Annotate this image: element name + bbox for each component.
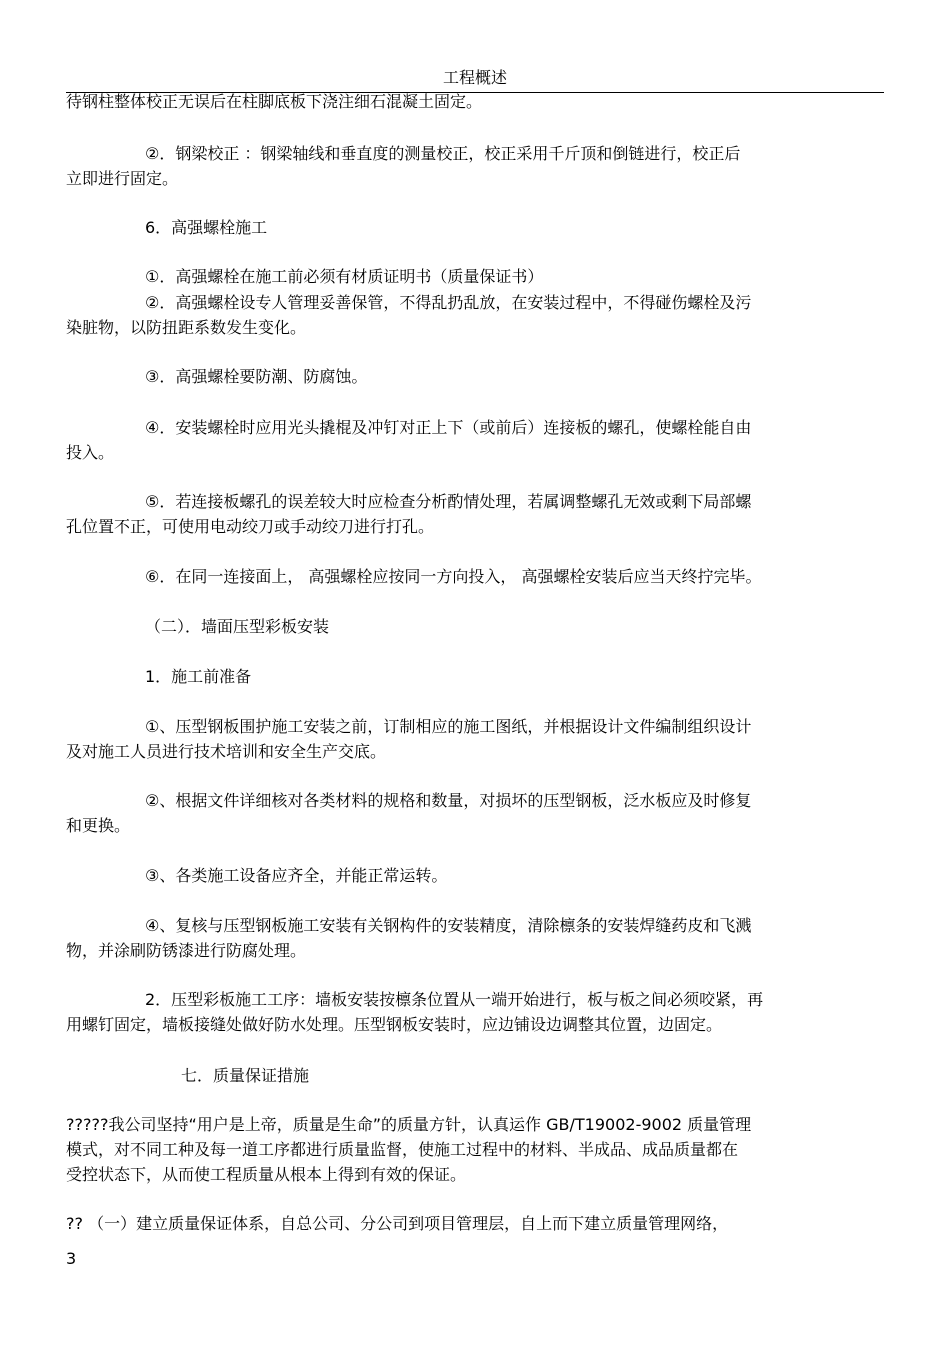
text-line: ⑥．在同一连接面上， 高强螺栓应按同一方向投入， 高强螺栓安装后应当天终拧完毕。 bbox=[145, 567, 762, 586]
text-line: ③．高强螺栓要防潮、防腐蚀。 bbox=[145, 367, 368, 386]
section-heading: 6．高强螺栓施工 bbox=[145, 218, 268, 237]
text-line: 受控状态下，从而使工程质量从根本上得到有效的保证。 bbox=[66, 1165, 467, 1184]
text-line: 用螺钉固定，墙板接缝处做好防水处理。压型钢板安装时，应边铺设边调整其位置，边固定。 bbox=[66, 1015, 723, 1034]
section-heading: 七．质量保证措施 bbox=[181, 1066, 310, 1085]
page-number: 3 bbox=[66, 1249, 77, 1268]
text-line: ②、根据文件详细核对各类材料的规格和数量，对损坏的压型钢板，泛水板应及时修复 bbox=[145, 791, 752, 810]
text-line: 染脏物，以防扭距系数发生变化。 bbox=[66, 318, 307, 337]
text-line: 模式，对不同工种及每一道工序都进行质量监督，使施工过程中的材料、半成品、成品质量都在 bbox=[66, 1140, 739, 1159]
text-line: 立即进行固定。 bbox=[66, 169, 179, 188]
header-title: 工程概述 bbox=[442, 68, 507, 87]
text-line: ④．安装螺栓时应用光头撬棍及冲钉对正上下（或前后）连接板的螺孔，使螺栓能自由 bbox=[145, 418, 752, 437]
text-line: ②．钢梁校正 ：钢梁轴线和垂直度的测量校正，校正采用千斤顶和倒链进行，校正后 bbox=[145, 144, 741, 163]
text-line: ①、压型钢板围护施工安装之前，订制相应的施工图纸，并根据设计文件编制组织设计 bbox=[145, 717, 752, 736]
text-line: 2．压型彩板施工工序：墙板安装按檩条位置从一端开始进行，板与板之间必须咬紧，再 bbox=[145, 990, 764, 1009]
text-line: 物，并涂刷防锈漆进行防腐处理。 bbox=[66, 941, 307, 960]
text-line: ⑤．若连接板螺孔的误差较大时应检查分析酌情处理，若属调整螺孔无效或剩下局部螺 bbox=[145, 492, 752, 511]
section-heading: （二）．墙面压型彩板安装 bbox=[145, 617, 330, 636]
text-line: ③、各类施工设备应齐全，并能正常运转。 bbox=[145, 866, 448, 885]
text-line: 和更换。 bbox=[66, 816, 131, 835]
text-line: ?? （一）建立质量保证体系，自总公司、分公司到项目管理层，自上而下建立质量管理网络， bbox=[66, 1214, 729, 1233]
text-line: ④、复核与压型钢板施工安装有关钢构件的安装精度，清除檩条的安装焊缝药皮和飞溅 bbox=[145, 916, 752, 935]
section-heading: 1．施工前准备 bbox=[145, 667, 252, 686]
text-line: 孔位置不正，可使用电动绞刀或手动绞刀进行打孔。 bbox=[66, 517, 435, 536]
text-line: ?????我公司坚持“用户是上帝，质量是生命”的质量方针，认真运作 GB/T19002-9002 质量管理 bbox=[66, 1115, 752, 1134]
text-line: 投入。 bbox=[66, 443, 115, 462]
text-line: ①．高强螺栓在施工前必须有材质证明书（质量保证书） bbox=[145, 267, 544, 286]
page-header bbox=[66, 66, 884, 93]
text-line: ②．高强螺栓设专人管理妥善保管，不得乱扔乱放，在安装过程中，不得碰伤螺栓及污 bbox=[145, 293, 752, 312]
text-line: 待钢柱整体校正无误后在柱脚底板下浇注细石混凝土固定。 bbox=[66, 92, 483, 111]
text-line: 及对施工人员进行技术培训和安全生产交底。 bbox=[66, 742, 387, 761]
